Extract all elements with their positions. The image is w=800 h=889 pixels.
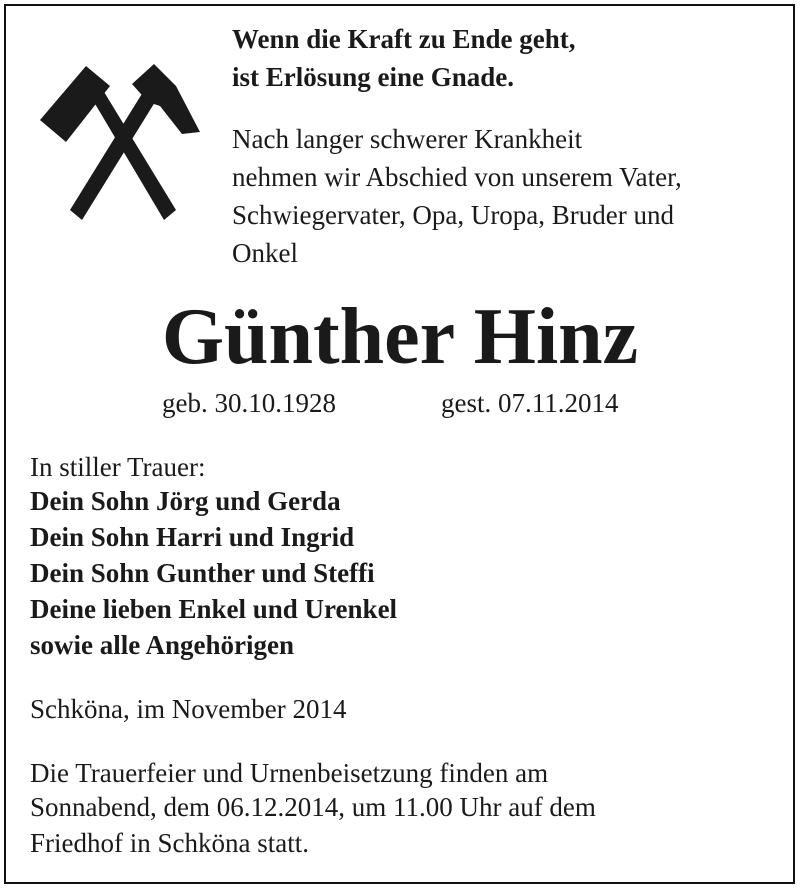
service-line: Friedhof in Schköna statt. [30, 828, 309, 858]
intro-line: nehmen wir Abschied von unserem Vater, [232, 162, 682, 192]
crossed-hammers-icon [36, 62, 206, 222]
birth-date: geb. 30.10.1928 [162, 388, 336, 418]
motto-line: Wenn die Kraft zu Ende geht, [232, 24, 576, 54]
mourners-heading: In stiller Trauer: [30, 452, 206, 482]
place-date: Schköna, im November 2014 [30, 694, 347, 724]
mourner-line: sowie alle Angehörigen [30, 630, 294, 660]
intro-line: Schwiegervater, Opa, Uropa, Bruder und [232, 200, 675, 230]
service-line: Sonnabend, dem 06.12.2014, um 11.00 Uhr auf dem [30, 792, 596, 822]
intro-line: Onkel [232, 238, 298, 268]
mourner-line: Deine lieben Enkel und Urenkel [30, 594, 398, 624]
mourner-line: Dein Sohn Gunther und Steffi [30, 558, 375, 588]
motto-line: ist Erlösung eine Gnade. [232, 62, 515, 92]
mourner-line: Dein Sohn Harri und Ingrid [30, 522, 355, 552]
death-date: gest. 07.11.2014 [441, 388, 619, 418]
intro-line: Nach langer schwerer Krankheit [232, 124, 583, 154]
service-line: Die Trauerfeier und Urnenbeisetzung finden am [30, 758, 549, 788]
deceased-name: Günther Hinz [161, 293, 639, 381]
mourner-line: Dein Sohn Jörg und Gerda [30, 486, 341, 516]
